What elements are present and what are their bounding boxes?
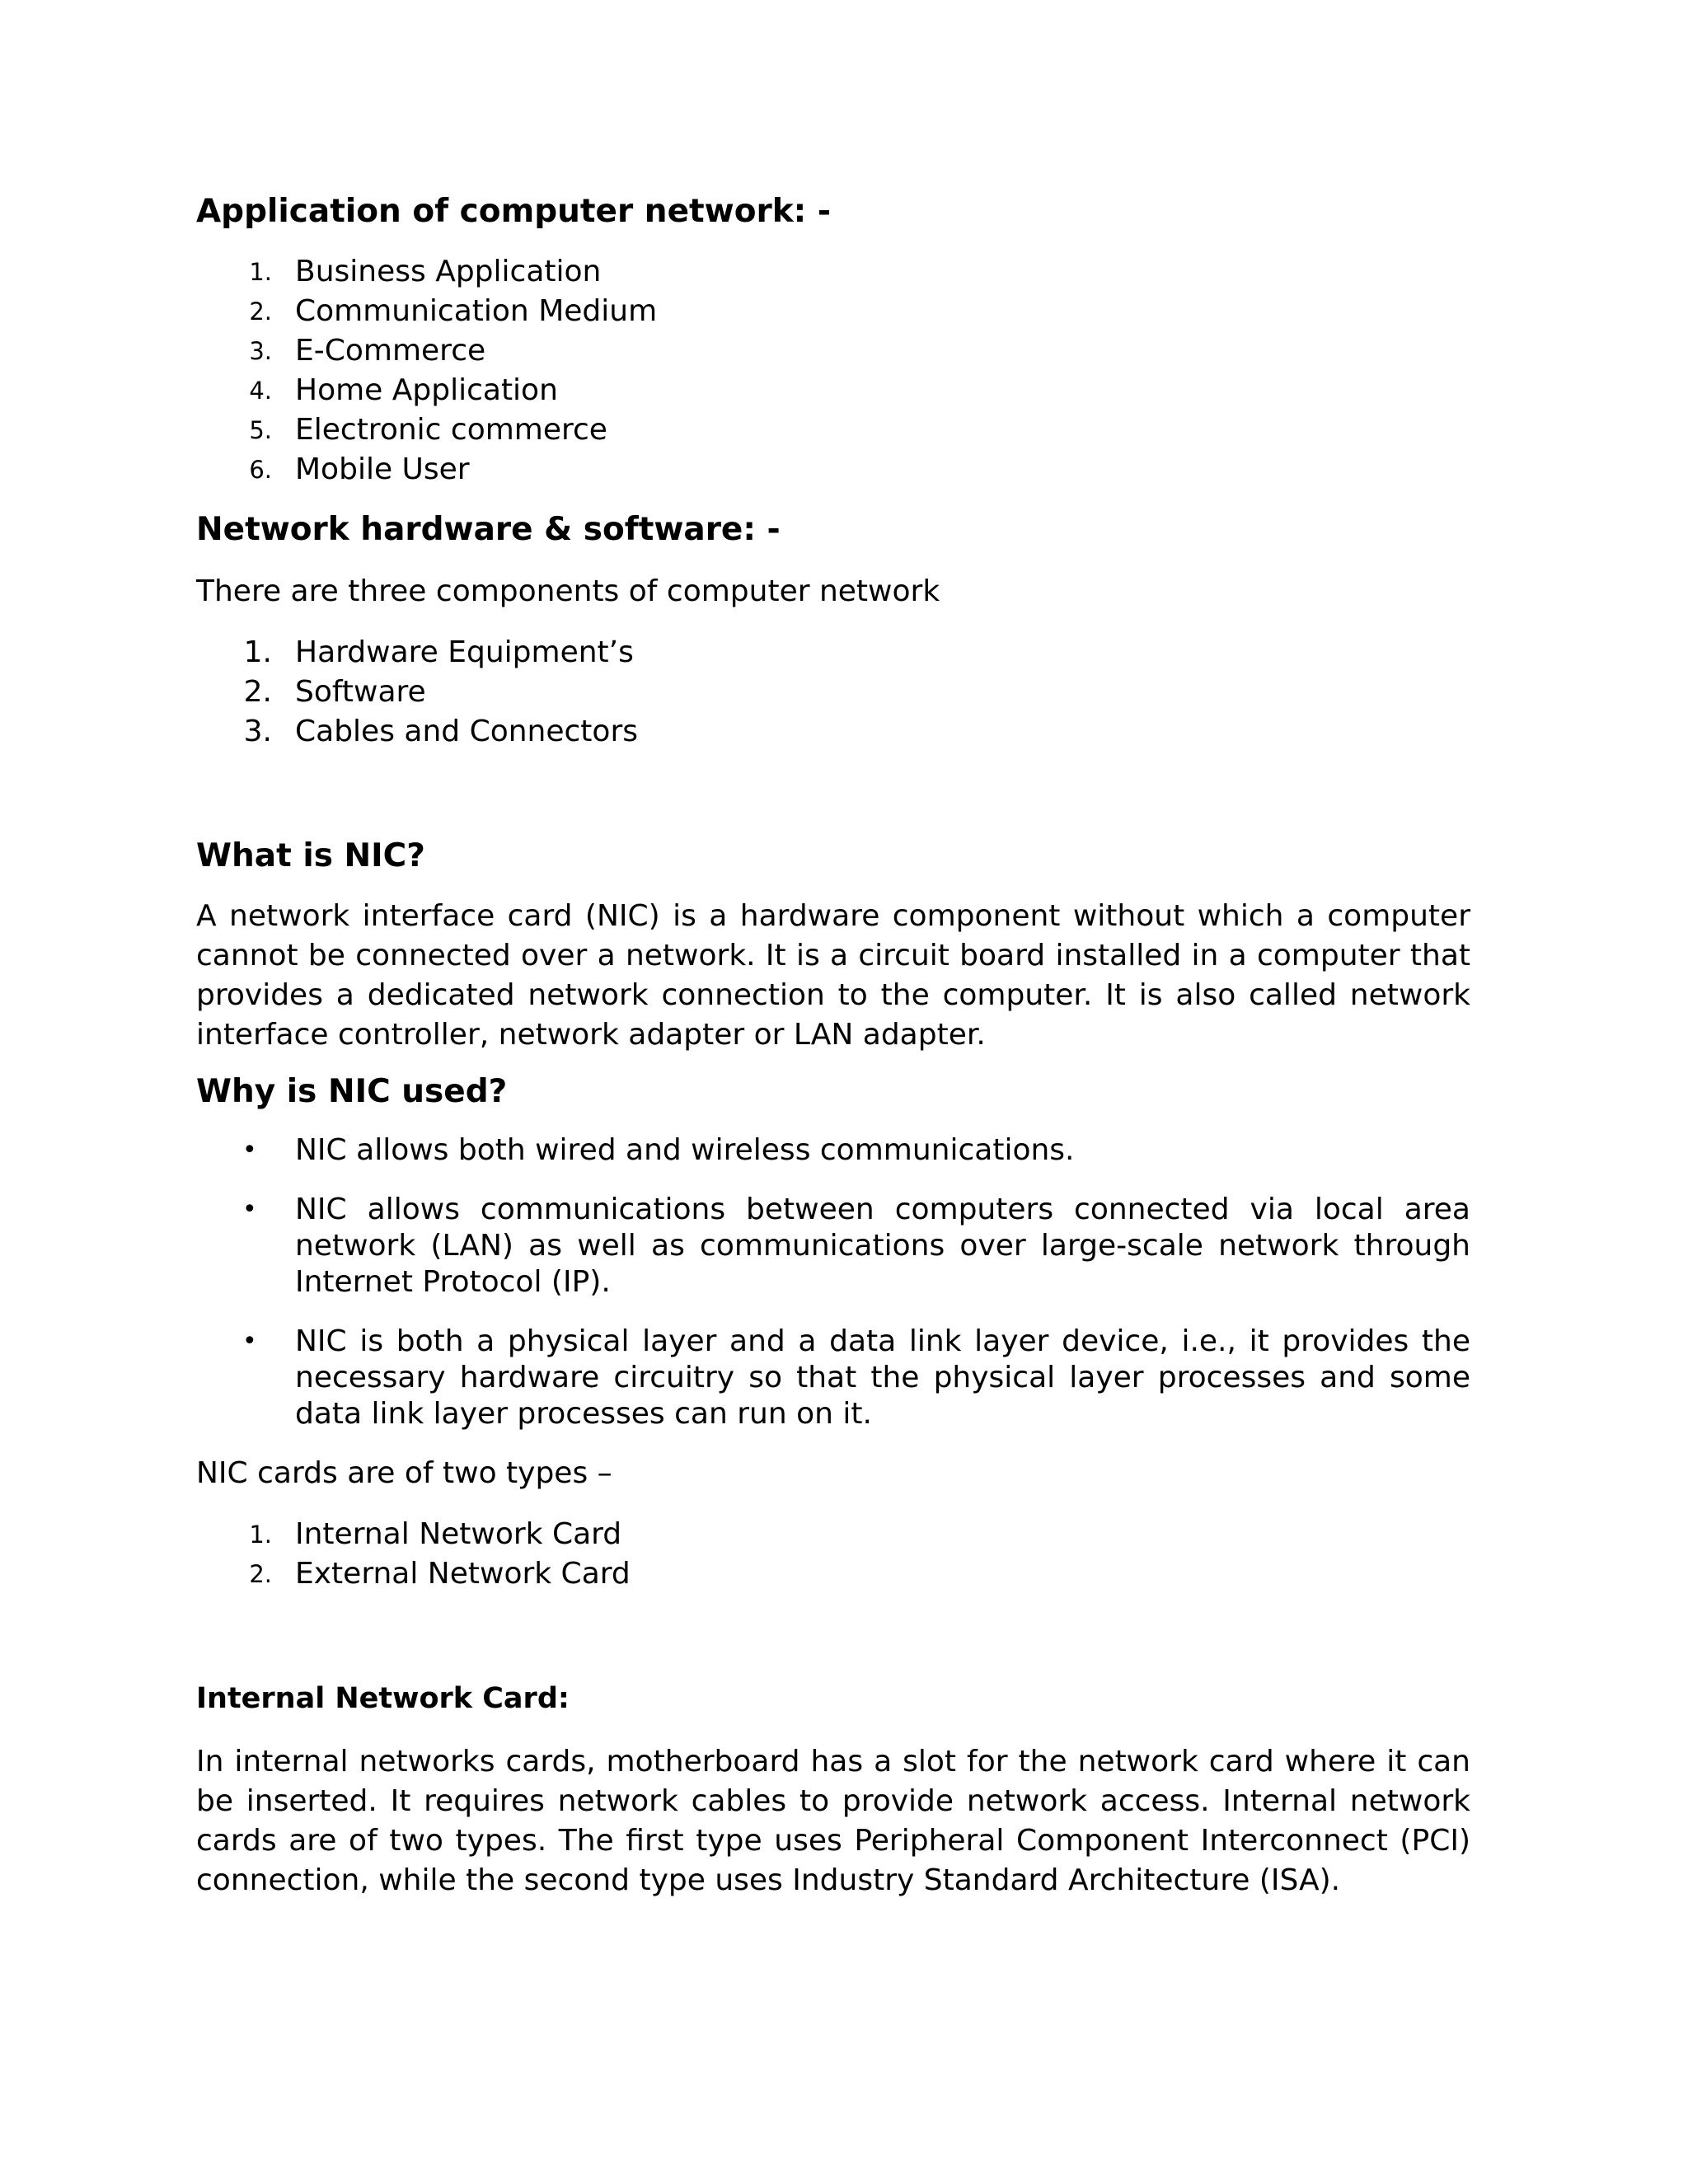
internal-card-paragraph: In internal networks cards, motherboard has a slot for the network card where it can be inserted. It requires network cables to provide network access. Internal network cards are of two types. The first type uses Peripheral Component Interconnect (PCI) connection, while the second type uses Industry Standard Architecture (ISA). bbox=[196, 1745, 1470, 1897]
list-item-text: Business Application bbox=[295, 255, 602, 288]
list-number: 5. bbox=[249, 416, 272, 444]
bullet-item bbox=[196, 1192, 1470, 1301]
list-number: 6. bbox=[249, 456, 272, 484]
list-item-text: Mobile User bbox=[295, 452, 470, 486]
list-number: 1. bbox=[249, 1521, 272, 1549]
bullet-text: NIC allows both wired and wireless communications. bbox=[295, 1133, 1075, 1167]
nic-types-list bbox=[196, 1515, 1470, 1594]
list-number: 4. bbox=[249, 377, 272, 405]
heading-why-nic: Why is NIC used? bbox=[196, 1073, 508, 1110]
list-number: 3. bbox=[249, 337, 272, 365]
bullet-icon: • bbox=[242, 1136, 257, 1165]
heading-applications: Application of computer network: - bbox=[196, 193, 832, 230]
nic-types-intro: NIC cards are of two types – bbox=[196, 1456, 612, 1490]
nic-uses-list bbox=[196, 1132, 1470, 1432]
list-number: 1. bbox=[243, 635, 272, 669]
bullet-text: NIC is both a physical layer and a data link layer device, i.e., it provides the necessary hardware circuitry so that the physical layer processes and some data link layer processes can run on it. bbox=[295, 1324, 1470, 1431]
list-item-text: Cables and Connectors bbox=[295, 715, 639, 748]
bullet-item bbox=[196, 1324, 1470, 1432]
list-item bbox=[196, 712, 1470, 752]
heading-hardware-software: Network hardware & software: - bbox=[196, 511, 781, 548]
list-number: 1. bbox=[249, 258, 272, 286]
list-item bbox=[196, 252, 1470, 292]
heading-what-is-nic: What is NIC? bbox=[196, 837, 425, 874]
list-number: 3. bbox=[243, 715, 272, 748]
list-item bbox=[196, 331, 1470, 371]
heading-internal-card: Internal Network Card: bbox=[196, 1682, 570, 1715]
list-item-text: Hardware Equipment’s bbox=[295, 635, 634, 669]
list-number: 2. bbox=[243, 675, 272, 709]
list-item bbox=[196, 1515, 1470, 1554]
hardware-list bbox=[196, 633, 1470, 752]
list-item bbox=[196, 371, 1470, 410]
bullet-icon: • bbox=[242, 1327, 257, 1356]
list-item bbox=[196, 410, 1470, 450]
bullet-icon: • bbox=[242, 1195, 257, 1224]
list-number: 2. bbox=[249, 298, 272, 326]
list-item-text: Communication Medium bbox=[295, 294, 658, 328]
bullet-item bbox=[196, 1132, 1470, 1169]
list-item-text: Internal Network Card bbox=[295, 1517, 622, 1551]
list-item bbox=[196, 292, 1470, 331]
list-item bbox=[196, 633, 1470, 673]
document-page bbox=[196, 191, 1470, 1900]
nic-definition-paragraph: A network interface card (NIC) is a hardware component without which a computer cannot be connected over a network. It is a circuit board installed in a computer that provides a dedicated network connection to the computer. It is also called network interface controller, network adapter or LAN adapter. bbox=[196, 899, 1470, 1052]
list-item bbox=[196, 450, 1470, 490]
bullet-text: NIC allows communications between computers connected via local area network (LAN) as well as communications over large-scale network through Internet Protocol (IP). bbox=[295, 1193, 1470, 1299]
list-number: 2. bbox=[249, 1560, 272, 1588]
list-item-text: Software bbox=[295, 675, 426, 709]
list-item-text: Home Application bbox=[295, 373, 558, 407]
list-item-text: E-Commerce bbox=[295, 334, 486, 368]
list-item bbox=[196, 1554, 1470, 1594]
hardware-intro: There are three components of computer network bbox=[196, 574, 940, 608]
list-item-text: External Network Card bbox=[295, 1557, 631, 1591]
applications-list bbox=[196, 252, 1470, 490]
list-item bbox=[196, 673, 1470, 712]
list-item-text: Electronic commerce bbox=[295, 413, 607, 447]
